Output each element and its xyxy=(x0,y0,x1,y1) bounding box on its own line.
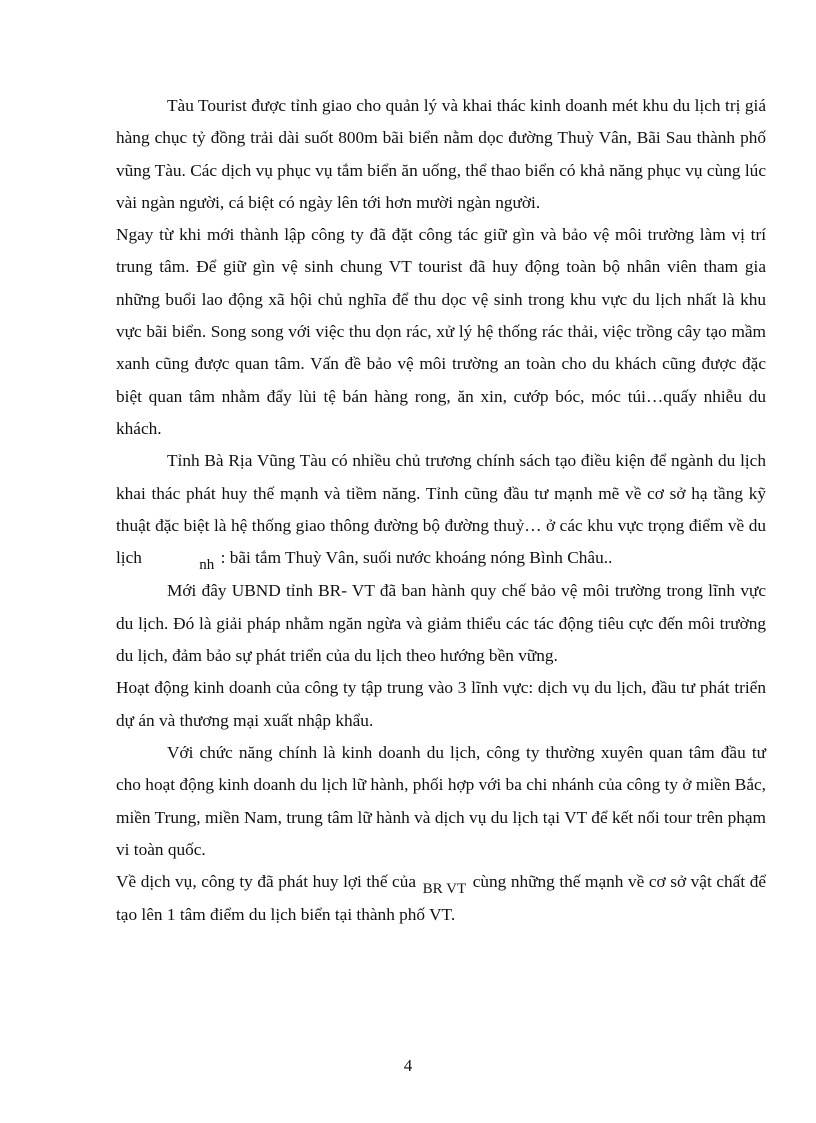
paragraph-business-areas: Hoạt động kinh doanh của công ty tập trung vào 3 lĩnh vực: dịch vụ du lịch, đầu tư phát triển dự án và thương mại xuất nhập khẩu. xyxy=(116,678,766,730)
paragraph-text-after: cùng những thế mạnh về cơ sở vật chất để tạo lên 1 tâm điểm du lịch biển tại thành phố VT. xyxy=(116,872,767,925)
paragraph-ubnd-regulation: Mới đây UBND tỉnh BR- VT đã ban hành quy chế bảo vệ môi trường trong lĩnh vực du lịch. Đó là giải pháp nhằm ngăn ngừa và giảm thiểu các tác động tiêu cực đến môi trường du lịch, đảm bảo sự phát triển của du lịch theo hướng bền vững. xyxy=(116,581,766,666)
paragraph-vt-tourist-beach: Tàu Tourist được tỉnh giao cho quản lý và khai thác kinh doanh mét khu du lịch trị giá hàng chục tỷ đồng trải dài suốt 800m bãi biển nằm dọc đường Thuỳ Vân, Bãi Sau thành phố vũng Tàu. Các dịch vụ phục vụ tắm biển ăn uống, thể thao biển có khả năng phục vụ cùng lúc vài ngàn người, cá biệt có ngày lên tới hơn mười ngàn người. xyxy=(116,96,766,212)
subscript-fragment: BR VT xyxy=(422,881,467,898)
paragraph-environment-protection: Ngay từ khi mới thành lập công ty đã đặt công tác giữ gìn và bảo vệ môi trường làm vị trí trung tâm. Để giữ gìn vệ sinh chung VT tourist đã huy động toàn bộ nhân viên tham gia những buổi lao động xã hội chủ nghĩa để thu dọc vệ sinh trong khu vực du lịch nhất là khu vực bãi biển. Song song với việc thu dọn rác, xử lý hệ thống rác thải, việc trồng cây tạo mầm xanh cũng được quan tâm. Vấn đề bảo vệ môi trường an toàn cho du khách cũng được đặc biệt quan tâm nhằm đẩy lùi tệ bán hàng rong, ăn xin, cướp bóc, móc túi…quấy nhiễu du khách. xyxy=(116,225,766,438)
paragraph-travel-business: Với chức năng chính là kinh doanh du lịch, công ty thường xuyên quan tâm đầu tư cho hoạt động kinh doanh du lịch lữ hành, phối hợp với ba chi nhánh của công ty ở miền Bắc, miền Trung, miền Nam, trung tâm lữ hành và dịch vụ du lịch tại VT để kết nối tour trên phạm vi toàn quốc. xyxy=(116,742,766,859)
paragraph-province-policy xyxy=(116,445,766,575)
document-body xyxy=(116,90,766,932)
paragraph-services xyxy=(116,866,766,932)
page-number: 4 xyxy=(403,1056,413,1075)
paragraph-text-after: : bãi tắm Thuỳ Vân, suối nước khoáng nóng Bình Châu.. xyxy=(220,548,613,568)
subscript-fragment: nh xyxy=(199,557,215,574)
paragraph-text-before: Tỉnh Bà Rịa Vũng Tàu có nhiều chủ trương chính sách tạo điều kiện để ngành du lịch khai thác phát huy thế mạnh và tiềm năng. Tỉnh cũng đầu tư mạnh mẽ về cơ sở hạ tầng kỹ thuật đặc biệt là hệ thống giao thông đường bộ đường thuỷ… ở các khu vực trọng điểm về du lịch xyxy=(116,451,766,568)
paragraph-text-before: Về dịch vụ, công ty đã phát huy lợi thế của xyxy=(116,872,417,892)
